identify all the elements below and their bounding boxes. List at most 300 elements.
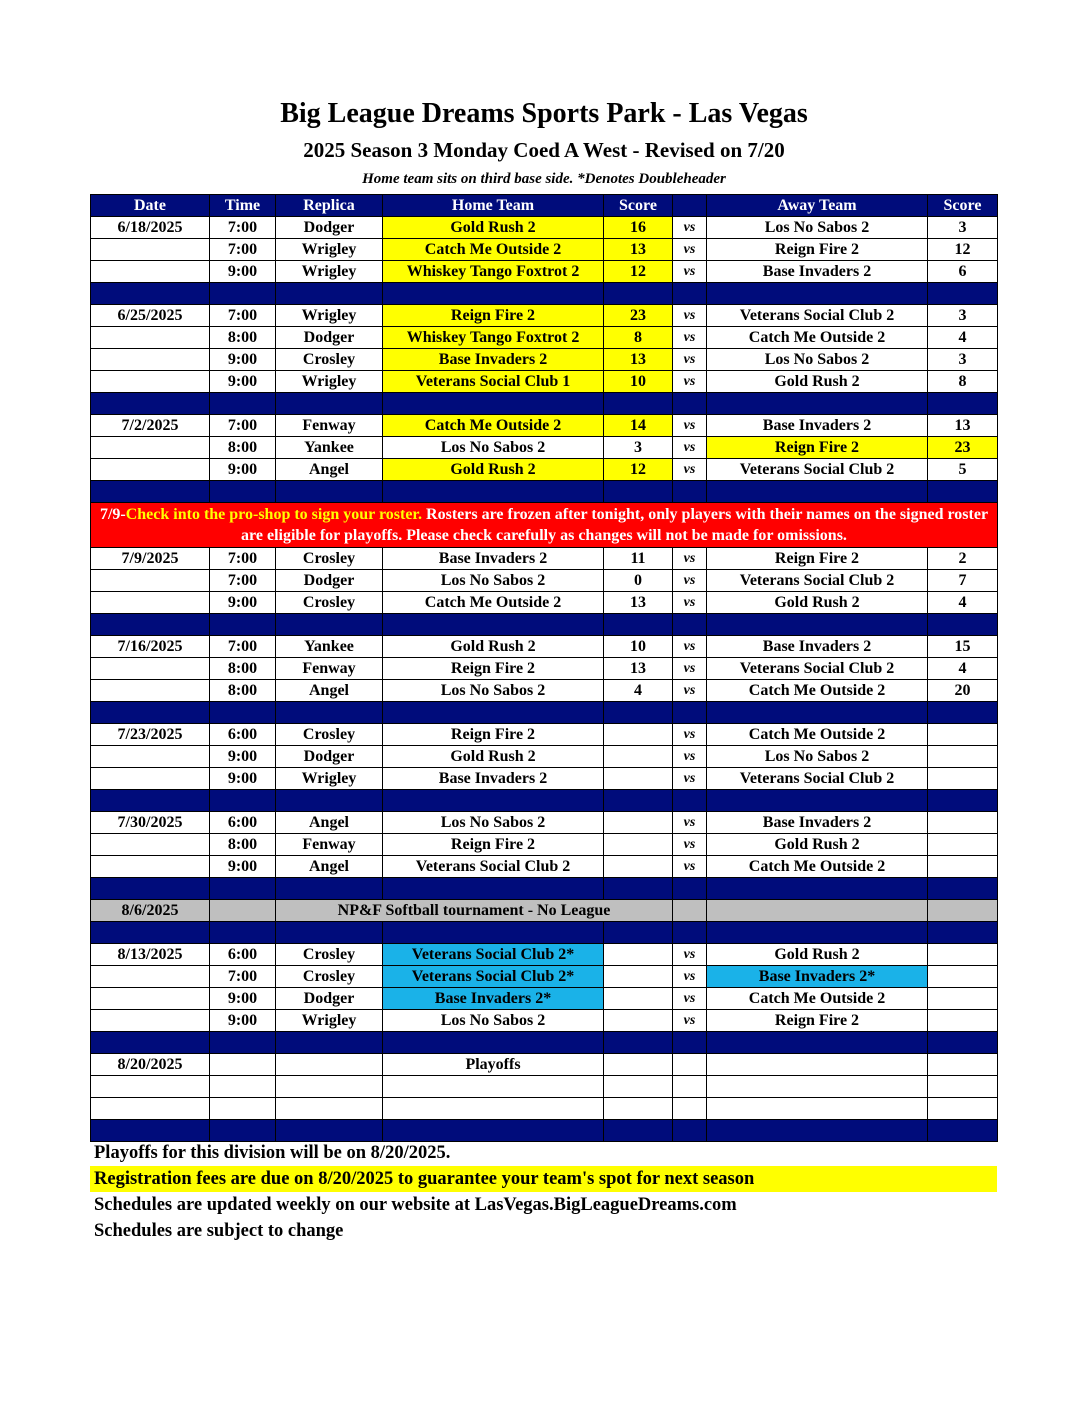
empty-cell (276, 614, 383, 636)
vs-cell: vs (673, 570, 707, 592)
empty-cell (383, 481, 604, 503)
home-score-cell (604, 966, 673, 988)
away-score-cell (928, 944, 998, 966)
home-score-cell: 4 (604, 680, 673, 702)
home-score-cell (604, 856, 673, 878)
game-row (91, 724, 998, 746)
vs-cell: vs (673, 217, 707, 239)
field-cell: Dodger (276, 988, 383, 1010)
time-cell: 9:00 (210, 746, 276, 768)
time-cell: 7:00 (210, 636, 276, 658)
away-score-cell (928, 1010, 998, 1032)
away-score-cell: 4 (928, 592, 998, 614)
empty-cell (210, 1054, 276, 1076)
date-cell (91, 261, 210, 283)
home-score-cell: 13 (604, 592, 673, 614)
home-score-cell (604, 724, 673, 746)
date-cell (91, 988, 210, 1010)
empty-cell (276, 393, 383, 415)
blank-row (91, 1098, 998, 1120)
away-team-cell: Base Invaders 2 (707, 415, 928, 437)
home-team-cell: Base Invaders 2 (383, 349, 604, 371)
empty-cell (604, 878, 673, 900)
date-cell: 8/13/2025 (91, 944, 210, 966)
game-row (91, 437, 998, 459)
home-score-cell (604, 1010, 673, 1032)
empty-cell (707, 1098, 928, 1120)
empty-cell (604, 790, 673, 812)
empty-cell (673, 481, 707, 503)
home-score-cell: 12 (604, 459, 673, 481)
col-time: Time (210, 195, 276, 217)
date-cell (91, 680, 210, 702)
field-cell: Wrigley (276, 305, 383, 327)
vs-cell: vs (673, 856, 707, 878)
away-score-cell: 8 (928, 371, 998, 393)
empty-cell (604, 1032, 673, 1054)
date-cell (91, 327, 210, 349)
away-team-cell: Los No Sabos 2 (707, 349, 928, 371)
empty-cell (707, 900, 928, 922)
field-cell: Yankee (276, 437, 383, 459)
empty-cell (383, 614, 604, 636)
footer (90, 1140, 997, 1244)
home-team-cell: Los No Sabos 2 (383, 1010, 604, 1032)
empty-cell (210, 1076, 276, 1098)
away-team-cell: Veterans Social Club 2 (707, 305, 928, 327)
empty-cell (707, 790, 928, 812)
date-cell (91, 856, 210, 878)
time-cell: 7:00 (210, 239, 276, 261)
game-row (91, 415, 998, 437)
home-team-cell: Whiskey Tango Foxtrot 2 (383, 327, 604, 349)
empty-cell (383, 922, 604, 944)
empty-cell (276, 878, 383, 900)
field-cell: Dodger (276, 570, 383, 592)
empty-cell (604, 283, 673, 305)
vs-cell: vs (673, 636, 707, 658)
field-cell: Fenway (276, 834, 383, 856)
home-team-cell: Catch Me Outside 2 (383, 415, 604, 437)
empty-cell (928, 283, 998, 305)
away-score-cell (928, 856, 998, 878)
separator-row (91, 922, 998, 944)
away-team-cell: Catch Me Outside 2 (707, 680, 928, 702)
time-cell: 7:00 (210, 305, 276, 327)
empty-cell (673, 900, 707, 922)
away-score-cell (928, 724, 998, 746)
empty-cell (707, 1120, 928, 1142)
away-team-cell: Gold Rush 2 (707, 834, 928, 856)
empty-cell (673, 790, 707, 812)
empty-cell (673, 922, 707, 944)
empty-cell (928, 481, 998, 503)
game-row (91, 1010, 998, 1032)
away-team-cell: Catch Me Outside 2 (707, 856, 928, 878)
page-title: Big League Dreams Sports Park - Las Vegas (280, 98, 808, 129)
time-cell: 9:00 (210, 768, 276, 790)
date-cell (91, 239, 210, 261)
away-team-cell: Base Invaders 2 (707, 261, 928, 283)
home-team-cell: Veterans Social Club 2 (383, 856, 604, 878)
home-team-cell: Gold Rush 2 (383, 746, 604, 768)
away-team-cell: Los No Sabos 2 (707, 746, 928, 768)
field-cell: Dodger (276, 746, 383, 768)
date-cell (91, 658, 210, 680)
empty-cell (210, 790, 276, 812)
empty-cell (383, 878, 604, 900)
away-team-cell: Base Invaders 2* (707, 966, 928, 988)
field-cell: Wrigley (276, 261, 383, 283)
empty-cell (928, 614, 998, 636)
home-score-cell (604, 944, 673, 966)
empty-cell (707, 614, 928, 636)
away-team-cell: Reign Fire 2 (707, 1010, 928, 1032)
home-team-cell: Reign Fire 2 (383, 658, 604, 680)
empty-cell (673, 614, 707, 636)
field-cell: Fenway (276, 415, 383, 437)
away-score-cell: 20 (928, 680, 998, 702)
separator-row (91, 614, 998, 636)
footer-change-line: Schedules are subject to change (94, 1221, 344, 1241)
col-vs (673, 195, 707, 217)
field-cell: Yankee (276, 636, 383, 658)
home-team-cell: Los No Sabos 2 (383, 437, 604, 459)
date-cell: 7/2/2025 (91, 415, 210, 437)
away-team-cell: Reign Fire 2 (707, 239, 928, 261)
date-cell: 8/20/2025 (91, 1054, 210, 1076)
empty-cell (276, 1098, 383, 1120)
date-cell (91, 371, 210, 393)
away-score-cell: 2 (928, 548, 998, 570)
field-cell: Dodger (276, 327, 383, 349)
time-cell: 7:00 (210, 415, 276, 437)
date-cell (91, 834, 210, 856)
away-team-cell: Catch Me Outside 2 (707, 327, 928, 349)
home-score-cell: 16 (604, 217, 673, 239)
home-team-cell: Whiskey Tango Foxtrot 2 (383, 261, 604, 283)
empty-cell (210, 922, 276, 944)
game-row (91, 636, 998, 658)
empty-cell (604, 393, 673, 415)
empty-cell (210, 481, 276, 503)
empty-cell (604, 922, 673, 944)
home-score-cell (604, 768, 673, 790)
empty-cell (673, 878, 707, 900)
page-subtitle: 2025 Season 3 Monday Coed A West - Revised on 7/20 (303, 138, 785, 162)
away-score-cell (928, 988, 998, 1010)
time-cell: 7:00 (210, 217, 276, 239)
home-score-cell (604, 834, 673, 856)
separator-row (91, 393, 998, 415)
field-cell: Angel (276, 680, 383, 702)
game-row (91, 812, 998, 834)
home-score-cell: 0 (604, 570, 673, 592)
field-cell: Crosley (276, 592, 383, 614)
field-cell: Angel (276, 812, 383, 834)
game-row (91, 768, 998, 790)
field-cell: Wrigley (276, 371, 383, 393)
time-cell: 9:00 (210, 371, 276, 393)
away-score-cell: 13 (928, 415, 998, 437)
date-cell: 6/25/2025 (91, 305, 210, 327)
empty-cell (210, 900, 276, 922)
empty-cell (928, 878, 998, 900)
away-score-cell: 15 (928, 636, 998, 658)
empty-cell (707, 1032, 928, 1054)
field-cell: Fenway (276, 658, 383, 680)
vs-cell: vs (673, 988, 707, 1010)
empty-cell (604, 702, 673, 724)
empty-cell (210, 702, 276, 724)
field-cell: Crosley (276, 944, 383, 966)
empty-cell (604, 1076, 673, 1098)
vs-cell: vs (673, 437, 707, 459)
time-cell: 9:00 (210, 856, 276, 878)
away-score-cell: 4 (928, 327, 998, 349)
home-team-cell: Base Invaders 2 (383, 548, 604, 570)
time-cell: 6:00 (210, 812, 276, 834)
empty-cell (604, 614, 673, 636)
home-score-cell: 13 (604, 658, 673, 680)
vs-cell: vs (673, 944, 707, 966)
game-row (91, 305, 998, 327)
empty-cell (707, 1076, 928, 1098)
vs-cell: vs (673, 746, 707, 768)
table-header-row (91, 195, 998, 217)
vs-cell: vs (673, 415, 707, 437)
date-cell: 7/23/2025 (91, 724, 210, 746)
home-team-cell: Veterans Social Club 1 (383, 371, 604, 393)
separator-row (91, 1120, 998, 1142)
footer-website-line: Schedules are updated weekly on our website at LasVegas.BigLeagueDreams.com (94, 1195, 737, 1215)
empty-cell (210, 283, 276, 305)
empty-cell (707, 283, 928, 305)
date-cell: 7/30/2025 (91, 812, 210, 834)
date-cell (91, 966, 210, 988)
away-score-cell: 3 (928, 305, 998, 327)
col-home-score: Score (604, 195, 673, 217)
vs-cell: vs (673, 966, 707, 988)
vs-cell: vs (673, 812, 707, 834)
home-team-cell: Gold Rush 2 (383, 217, 604, 239)
empty-cell (91, 481, 210, 503)
away-score-cell (928, 746, 998, 768)
time-cell: 7:00 (210, 548, 276, 570)
game-row (91, 746, 998, 768)
schedule-note: Home team sits on third base side. *Denotes Doubleheader (362, 171, 726, 187)
away-score-cell: 12 (928, 239, 998, 261)
field-cell: Crosley (276, 349, 383, 371)
time-cell: 9:00 (210, 349, 276, 371)
home-team-cell: Reign Fire 2 (383, 305, 604, 327)
date-cell (91, 746, 210, 768)
home-score-cell: 23 (604, 305, 673, 327)
home-score-cell: 3 (604, 437, 673, 459)
empty-cell (91, 1076, 210, 1098)
date-cell: 8/6/2025 (91, 900, 210, 922)
date-cell: 7/16/2025 (91, 636, 210, 658)
empty-cell (707, 878, 928, 900)
schedule-table (90, 194, 998, 1142)
field-cell: Crosley (276, 724, 383, 746)
away-team-cell: Catch Me Outside 2 (707, 988, 928, 1010)
game-row (91, 988, 998, 1010)
vs-cell: vs (673, 724, 707, 746)
game-row (91, 570, 998, 592)
empty-cell (91, 922, 210, 944)
away-team-cell: Base Invaders 2 (707, 636, 928, 658)
game-row (91, 680, 998, 702)
date-cell (91, 570, 210, 592)
home-team-cell: Los No Sabos 2 (383, 812, 604, 834)
date-cell (91, 459, 210, 481)
home-team-cell: Reign Fire 2 (383, 834, 604, 856)
game-row (91, 834, 998, 856)
home-team-cell: Gold Rush 2 (383, 636, 604, 658)
away-team-cell: Los No Sabos 2 (707, 217, 928, 239)
empty-cell (91, 283, 210, 305)
away-score-cell: 3 (928, 217, 998, 239)
home-score-cell: 10 (604, 636, 673, 658)
empty-cell (276, 1076, 383, 1098)
game-row (91, 856, 998, 878)
empty-cell (673, 393, 707, 415)
empty-cell (604, 1054, 673, 1076)
home-score-cell: 12 (604, 261, 673, 283)
empty-cell (383, 1098, 604, 1120)
notice-date: 7/9- (99, 506, 126, 523)
vs-cell: vs (673, 834, 707, 856)
game-row (91, 966, 998, 988)
date-cell (91, 349, 210, 371)
field-cell: Dodger (276, 217, 383, 239)
empty-cell (928, 790, 998, 812)
home-score-cell (604, 746, 673, 768)
empty-cell (210, 1098, 276, 1120)
home-team-cell: Los No Sabos 2 (383, 570, 604, 592)
empty-cell (276, 922, 383, 944)
empty-cell (383, 1120, 604, 1142)
empty-cell (604, 481, 673, 503)
empty-cell (707, 922, 928, 944)
separator-row (91, 481, 998, 503)
away-score-cell: 5 (928, 459, 998, 481)
empty-cell (383, 790, 604, 812)
vs-cell: vs (673, 349, 707, 371)
home-score-cell: 13 (604, 239, 673, 261)
empty-cell (91, 393, 210, 415)
col-away-score: Score (928, 195, 998, 217)
empty-cell (604, 1120, 673, 1142)
away-team-cell: Catch Me Outside 2 (707, 724, 928, 746)
away-score-cell: 4 (928, 658, 998, 680)
vs-cell: vs (673, 592, 707, 614)
empty-cell (210, 1120, 276, 1142)
notice-text: Rosters are frozen after tonight, only players with their names on the signed roster are eligible for playoffs. Please check carefully as changes will not be made for omissions. (241, 506, 989, 544)
away-score-cell: 23 (928, 437, 998, 459)
vs-cell: vs (673, 1010, 707, 1032)
empty-cell (91, 790, 210, 812)
game-row (91, 239, 998, 261)
home-score-cell: 10 (604, 371, 673, 393)
away-score-cell: 3 (928, 349, 998, 371)
away-team-cell: Reign Fire 2 (707, 437, 928, 459)
vs-cell: vs (673, 261, 707, 283)
vs-cell: vs (673, 305, 707, 327)
footer-playoffs-line: Playoffs for this division will be on 8/20/2025. (94, 1143, 451, 1163)
empty-cell (276, 481, 383, 503)
time-cell: 9:00 (210, 1010, 276, 1032)
time-cell: 8:00 (210, 680, 276, 702)
home-team-cell: Gold Rush 2 (383, 459, 604, 481)
empty-cell (210, 1032, 276, 1054)
game-row (91, 371, 998, 393)
vs-cell: vs (673, 658, 707, 680)
empty-cell (928, 702, 998, 724)
game-row (91, 349, 998, 371)
empty-cell (928, 1054, 998, 1076)
vs-cell: vs (673, 459, 707, 481)
field-cell: Angel (276, 856, 383, 878)
away-team-cell: Veterans Social Club 2 (707, 459, 928, 481)
vs-cell: vs (673, 239, 707, 261)
home-team-cell: Base Invaders 2 (383, 768, 604, 790)
date-cell (91, 437, 210, 459)
vs-cell: vs (673, 371, 707, 393)
home-team-cell: Catch Me Outside 2 (383, 239, 604, 261)
empty-cell (383, 702, 604, 724)
time-cell: 9:00 (210, 988, 276, 1010)
time-cell: 6:00 (210, 944, 276, 966)
empty-cell (210, 878, 276, 900)
separator-row (91, 702, 998, 724)
field-cell: Crosley (276, 966, 383, 988)
home-score-cell: 13 (604, 349, 673, 371)
col-home-team: Home Team (383, 195, 604, 217)
vs-cell: vs (673, 768, 707, 790)
time-cell: 8:00 (210, 834, 276, 856)
game-row (91, 261, 998, 283)
time-cell: 7:00 (210, 570, 276, 592)
away-score-cell: 7 (928, 570, 998, 592)
empty-cell (276, 1054, 383, 1076)
empty-cell (91, 614, 210, 636)
field-cell: Wrigley (276, 239, 383, 261)
game-row (91, 548, 998, 570)
date-cell (91, 1010, 210, 1032)
date-cell (91, 768, 210, 790)
away-team-cell: Reign Fire 2 (707, 548, 928, 570)
empty-cell (928, 1098, 998, 1120)
away-score-cell (928, 834, 998, 856)
empty-cell (276, 1120, 383, 1142)
empty-cell (91, 1098, 210, 1120)
empty-cell (673, 283, 707, 305)
notice-warning: Check into the pro-shop to sign your roster. (125, 506, 423, 523)
empty-cell (276, 1032, 383, 1054)
vs-cell: vs (673, 327, 707, 349)
time-cell: 8:00 (210, 437, 276, 459)
separator-row (91, 1032, 998, 1054)
away-team-cell: Gold Rush 2 (707, 592, 928, 614)
time-cell: 6:00 (210, 724, 276, 746)
playoffs-label: Playoffs (383, 1054, 604, 1076)
game-row (91, 459, 998, 481)
away-team-cell: Veterans Social Club 2 (707, 570, 928, 592)
empty-cell (707, 481, 928, 503)
roster-notice-row (91, 503, 998, 548)
